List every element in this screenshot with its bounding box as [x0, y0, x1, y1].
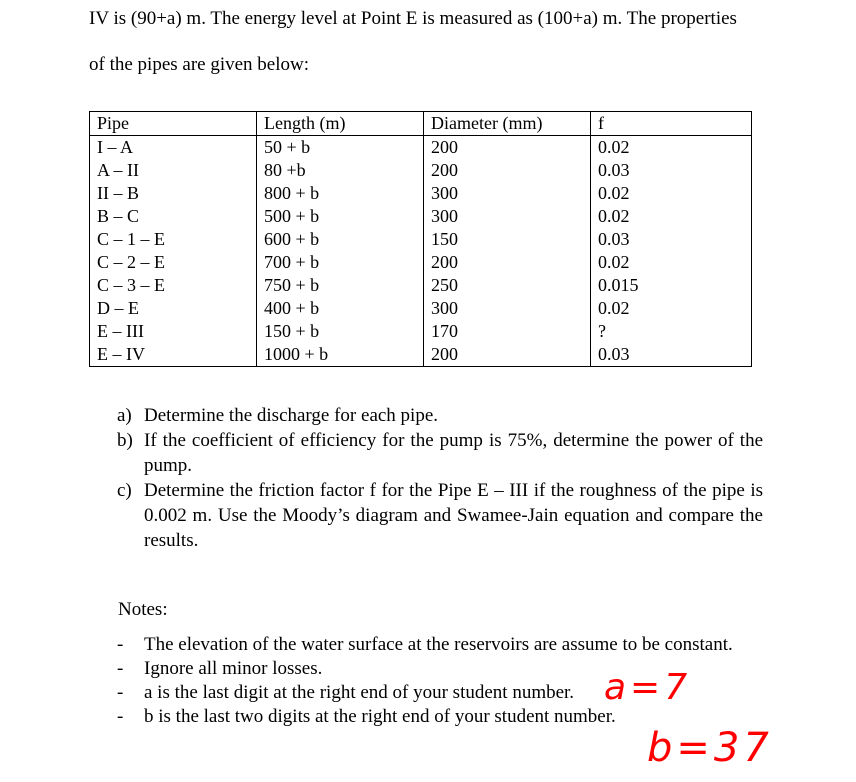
cell-length: 50 + b	[257, 136, 424, 160]
note-item	[117, 633, 733, 657]
table-row	[90, 228, 752, 251]
cell-friction: ?	[591, 320, 752, 343]
cell-diameter: 150	[424, 228, 591, 251]
table-row	[90, 251, 752, 274]
cell-friction: 0.015	[591, 274, 752, 297]
cell-friction: 0.02	[591, 205, 752, 228]
question-item	[117, 478, 763, 553]
cell-friction: 0.03	[591, 228, 752, 251]
cell-length: 400 + b	[257, 297, 424, 320]
cell-diameter: 200	[424, 136, 591, 160]
header-diameter: Diameter (mm)	[424, 112, 591, 136]
table-row	[90, 343, 752, 367]
cell-pipe: C – 2 – E	[90, 251, 257, 274]
table-header-row	[90, 112, 752, 136]
cell-length: 750 + b	[257, 274, 424, 297]
cell-pipe: A – II	[90, 159, 257, 182]
question-marker: c)	[117, 480, 132, 501]
intro-line-1: IV is (90+a) m. The energy level at Point E is measured as (100+a) m. The properties	[89, 8, 737, 29]
note-bullet: -	[117, 706, 124, 727]
cell-diameter: 300	[424, 182, 591, 205]
question-text: Determine the friction factor f for the Pipe E – III if the roughness of the pipe is 0.002 m. Use the Moody’s diagram and Swamee-Jain equation and compare the results.	[144, 480, 763, 551]
note-text: The elevation of the water surface at the reservoirs are assume to be constant.	[144, 634, 733, 655]
pipe-properties-table	[89, 111, 752, 367]
cell-pipe: C – 1 – E	[90, 228, 257, 251]
table-row	[90, 182, 752, 205]
cell-diameter: 200	[424, 159, 591, 182]
cell-pipe: I – A	[90, 136, 257, 160]
cell-friction: 0.03	[591, 343, 752, 367]
note-bullet: -	[117, 634, 124, 655]
cell-diameter: 300	[424, 297, 591, 320]
cell-friction: 0.02	[591, 136, 752, 160]
note-bullet: -	[117, 682, 124, 703]
note-text: a is the last digit at the right end of your student number.	[144, 682, 575, 703]
cell-length: 600 + b	[257, 228, 424, 251]
question-marker: b)	[117, 430, 133, 451]
header-length: Length (m)	[257, 112, 424, 136]
handwritten-b-value: b=37	[647, 725, 773, 771]
cell-diameter: 250	[424, 274, 591, 297]
cell-friction: 0.02	[591, 297, 752, 320]
cell-friction: 0.02	[591, 182, 752, 205]
notes-title: Notes:	[118, 599, 168, 620]
cell-length: 800 + b	[257, 182, 424, 205]
cell-pipe: II – B	[90, 182, 257, 205]
note-text: b is the last two digits at the right end of your student number.	[144, 706, 616, 727]
cell-length: 700 + b	[257, 251, 424, 274]
table-row	[90, 136, 752, 160]
table-row	[90, 320, 752, 343]
note-text: Ignore all minor losses.	[144, 658, 323, 679]
question-item	[117, 428, 763, 478]
cell-length: 1000 + b	[257, 343, 424, 367]
header-pipe: Pipe	[90, 112, 257, 136]
cell-friction: 0.03	[591, 159, 752, 182]
note-bullet: -	[117, 658, 124, 679]
cell-diameter: 170	[424, 320, 591, 343]
table-row	[90, 274, 752, 297]
question-text: If the coefficient of efficiency for the pump is 75%, determine the power of the pump.	[144, 430, 763, 476]
cell-pipe: D – E	[90, 297, 257, 320]
table-row	[90, 205, 752, 228]
intro-line-2: of the pipes are given below:	[89, 54, 310, 75]
table-row	[90, 297, 752, 320]
cell-length: 500 + b	[257, 205, 424, 228]
cell-diameter: 200	[424, 343, 591, 367]
header-friction: f	[591, 112, 752, 136]
cell-diameter: 300	[424, 205, 591, 228]
cell-friction: 0.02	[591, 251, 752, 274]
note-item	[117, 705, 733, 729]
handwritten-a-value: a=7	[604, 667, 692, 708]
cell-pipe: E – III	[90, 320, 257, 343]
question-marker: a)	[117, 405, 132, 426]
cell-length: 150 + b	[257, 320, 424, 343]
cell-length: 80 +b	[257, 159, 424, 182]
cell-pipe: E – IV	[90, 343, 257, 367]
question-text: Determine the discharge for each pipe.	[144, 405, 439, 426]
cell-pipe: B – C	[90, 205, 257, 228]
question-list	[117, 403, 763, 553]
question-item	[117, 403, 763, 428]
cell-pipe: C – 3 – E	[90, 274, 257, 297]
cell-diameter: 200	[424, 251, 591, 274]
table-row	[90, 159, 752, 182]
